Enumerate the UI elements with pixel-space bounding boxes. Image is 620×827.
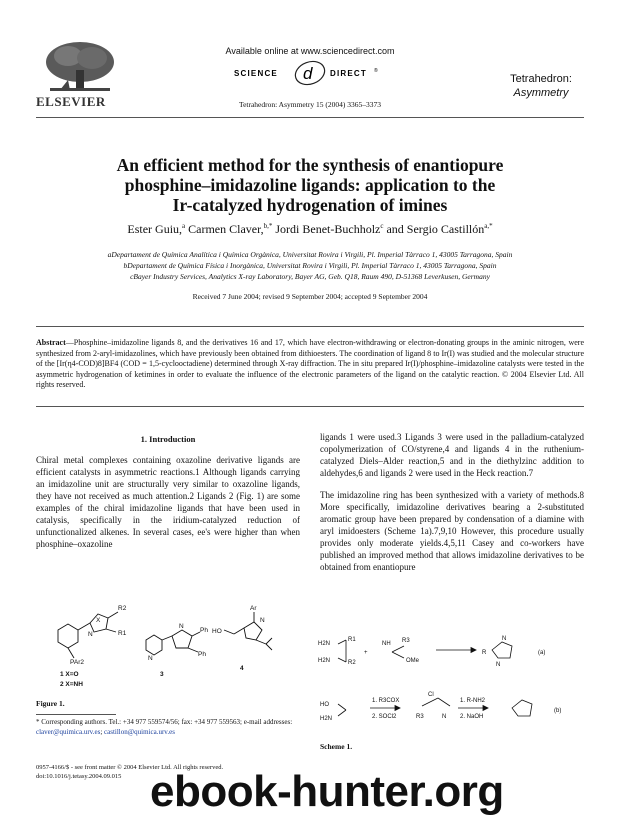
atom-ph1: Ph	[200, 627, 208, 634]
ligand-label-4: 4	[240, 665, 244, 672]
figure-1	[36, 592, 306, 692]
scheme-ome: OMe	[406, 658, 420, 664]
scheme-step4: 2. NaOH	[460, 714, 484, 720]
abstract-label: Abstract	[36, 338, 66, 347]
scheme-cl: Cl	[428, 692, 434, 698]
scheme-h2n-bot: H2N	[318, 658, 331, 664]
atom-n-3a: N	[179, 623, 184, 630]
scheme-b-label: (b)	[554, 708, 562, 714]
abstract-copyright: © 2004 Elsevier Ltd. All rights reserved.	[36, 369, 584, 390]
abstract-top-rule	[36, 326, 584, 327]
email-claver[interactable]: claver@quimica.urv.es	[36, 727, 101, 736]
section-heading-introduction: 1. Introduction	[140, 434, 196, 444]
scheme-n-b: N	[442, 714, 447, 720]
received-dates: Received 7 June 2004; revised 9 September 2004; accepted 9 September 2004	[192, 292, 428, 301]
ligand-label-3: 3	[160, 671, 164, 678]
abstract-bottom-rule	[36, 406, 584, 407]
atom-x: X	[96, 617, 101, 624]
registered-mark: ®	[374, 68, 378, 74]
atom-r2: R2	[118, 605, 127, 612]
intro-right-column	[320, 431, 584, 573]
intro-right-paragraph-2: The imidazoline ring has been synthesized with a variety of methods.8 More specifically, imidazoline derivatives bearing a 2-substituted aromatic group have been prepared by condensation of a diamine with aryl imidoesters (Scheme 1a).7,9,10 However, this procedure usually provides only moderate yields.4,5,11 Casey and co-workers have published an improved method that allows imidazoline derivatives to be obtained from enantiopure	[320, 490, 584, 572]
intro-left-paragraph: Chiral metal complexes containing oxazoline derivative ligands are efficient catalysts in asymmetric reactions.1 Although ligands carrying an imidazoline unit are structurally very similar to oxazoline ligands, they have not received as much attention.2 Ligands 2 (Fig. 1) are some examples of the chiral imidazoline ligands that have been used in catalysis, specifically in the iridium-catalyzed reduction of unfunctionalized alkenes. In several cases, ee's were higher than when phosphine–oxazoline	[36, 455, 300, 549]
atom-ar: Ar	[250, 605, 257, 612]
issn-line: 0957-4166/$ - see front matter © 2004 Elsevier Ltd. All rights reserved.	[36, 764, 224, 771]
atom-ho: HO	[212, 628, 222, 635]
scheme-ho: HO	[320, 702, 329, 708]
sciencedirect-logo-right: DIRECT	[330, 69, 367, 78]
scheme-r2: R2	[348, 660, 356, 666]
ligand-label-2: 2 X=NH	[60, 681, 83, 688]
scheme-r3-b: R3	[416, 714, 424, 720]
journal-name: Tetrahedron: Asymmetry	[510, 73, 572, 99]
scheme-h2n-b: H2N	[320, 716, 333, 722]
scheme-plus: +	[364, 650, 368, 656]
scheme-1	[316, 632, 586, 742]
scheme-step2: 2. SOCl2	[372, 714, 397, 720]
sciencedirect-logo-left: SCIENCE	[234, 69, 278, 78]
atom-n-4: N	[260, 617, 265, 624]
sciencedirect-logo[interactable]	[222, 60, 398, 86]
atom-r1: R1	[118, 630, 127, 637]
scheme-1-caption: Scheme 1.	[320, 742, 353, 751]
atom-par2: PAr2	[70, 659, 84, 666]
scheme-r1: R1	[348, 637, 356, 643]
available-online-text[interactable]: Available online at www.sciencedirect.com	[225, 46, 395, 56]
email-castillon[interactable]: castillon@quimica.urv.es	[104, 727, 175, 736]
abstract-text: —Phosphine–imidazoline ligands 8, and the derivatives 16 and 17, which have electron-withdrawing or electron-donating groups in the aminic nitrogen, were synthesized from 2-aryl-imidazolines, which have previously been obtained from dithioesters. The coordination of ligand 8 to Ir(I) was studied and the molecular structure of the [Ir(η4-COD)8]BF4 (COD = 1,5-cyclooctadiene) determined through X-ray diffraction. The in situ prepared Ir(I)/phosphine–imidazoline catalysts were tested in the asymmetric hydrogenation of ketimines in order to evaluate the influence of the electronic parameters of the ligand on the catalytic reaction.	[36, 338, 584, 379]
scheme-h2n-top: H2N	[318, 641, 331, 647]
scheme-step3: 1. R-NH2	[460, 698, 486, 704]
sciencedirect-logo-mark: d	[303, 64, 313, 83]
scheme-r3: R3	[402, 638, 410, 644]
journal-citation: Tetrahedron: Asymmetry 15 (2004) 3365–3373	[239, 100, 381, 109]
atom-ph2: Ph	[198, 651, 206, 658]
affiliation-a: aDepartament de Química Analítica i Química Orgànica, Universitat Rovira i Virgili, Pl. Imperial Tàrraco 1, 43005 Tarragona, Spain	[107, 250, 513, 259]
scheme-a-label: (a)	[538, 650, 546, 656]
publisher-name: ELSEVIER	[36, 94, 106, 109]
footnote-rule	[36, 714, 116, 715]
affiliation-c: cBayer Industry Services, Analytics X-ray Laboratory, Bayer AG, Geb. Q18, Raum 490, D-51368 Leverkusen, Germany	[130, 272, 490, 281]
intro-right-paragraph-1: ligands 1 were used.3 Ligands 3 were used in the palladium-catalyzed copolymerization of CO/styrene,4 and ligands 4 in the ruthenium-catalyzed Diels–Alder reaction,5 and in the diethylzinc addition to aldehydes,6 and ligands 2 were used in the Heck reaction.7	[320, 432, 584, 478]
header-rule	[36, 117, 584, 118]
article-title: An efficient method for the synthesis of enantiopure phosphine–imidazoline ligands: application to the Ir-catalyzed hydrogenation of imines	[116, 155, 504, 215]
scheme-step1: 1. R3COX	[372, 698, 400, 704]
elsevier-tree-logo	[40, 40, 120, 94]
author-list: Ester Guiu,$^a$ Carmen Claver,$^{b,*}$ Jordi Benet-Buchholz$^c$ and Sergio Castillón$^{a,*}$	[127, 222, 493, 236]
scheme-n-bot: N	[496, 662, 501, 668]
scheme-nh: NH	[382, 641, 391, 647]
doi-line: doi:10.1016/j.tetasy.2004.09.015	[36, 772, 122, 780]
watermark: ebook-hunter.org	[150, 767, 504, 816]
figure-1-caption: Figure 1.	[36, 699, 65, 708]
corresponding-author-footnote: * Corresponding authors. Tel.: +34 977 559574/56; fax: +34 977 559563; e-mail addresses: claver@quimica.urv.es; castillon@quimica.urv.es	[36, 718, 293, 736]
scheme-r-left: R	[482, 650, 487, 656]
affiliation-b: bDepartament de Química Física i Inorgànica, Universitat Rovira i Virgili, Pl. Imperial Tàrraco 1, 43005 Tarragona, Spain	[123, 261, 497, 270]
atom-n: N	[88, 631, 93, 638]
ligand-label-1: 1 X=O	[60, 671, 79, 678]
atom-n-3b: N	[148, 655, 153, 662]
abstract	[36, 338, 584, 391]
scheme-n-top: N	[502, 636, 507, 642]
